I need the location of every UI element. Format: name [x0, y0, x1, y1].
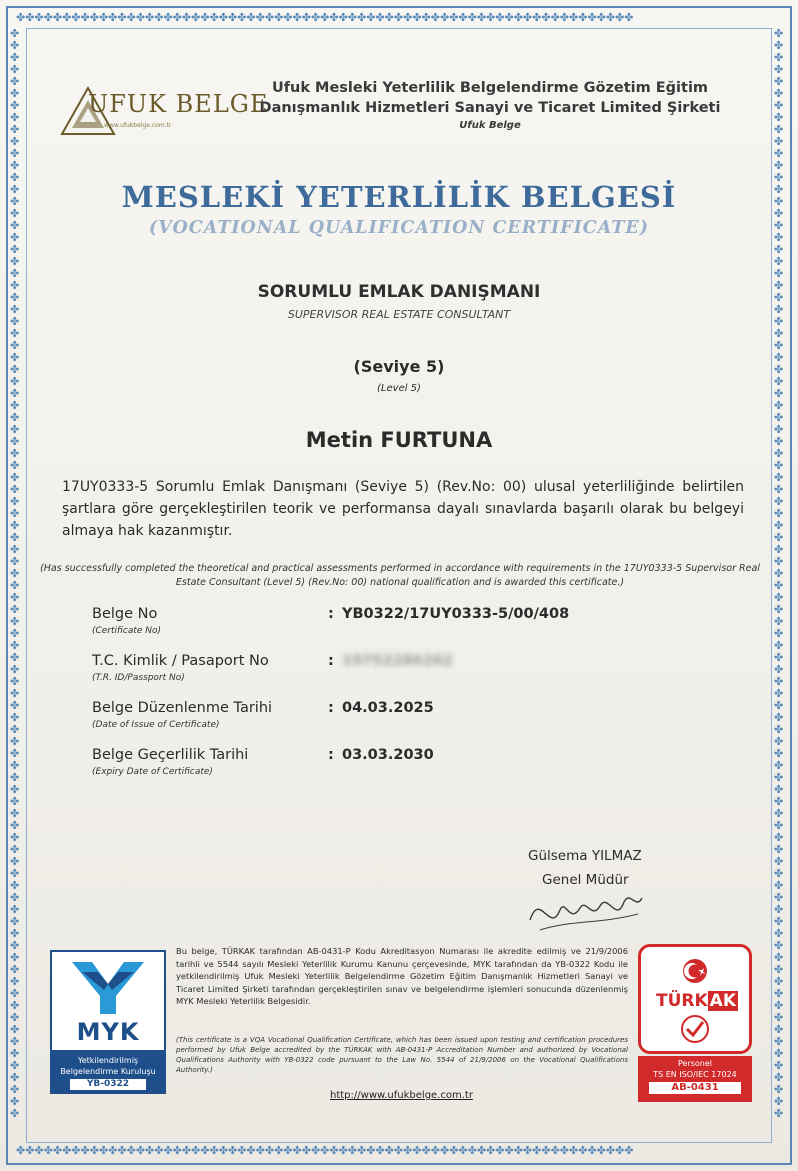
- turkak-code: AB-0431: [649, 1082, 741, 1094]
- field-label: Belge No: [92, 606, 158, 622]
- turkish-flag-icon: [641, 951, 749, 991]
- field-issue-date: [92, 700, 692, 747]
- logo-url: www.ufukbelge.com.tr: [104, 122, 172, 129]
- signature-icon: [520, 880, 650, 940]
- field-certificate-no: [92, 606, 692, 653]
- decorative-border-right: ✤✤✤✤✤✤✤✤✤✤✤✤✤✤✤✤✤✤✤✤✤✤✤✤✤✤✤✤✤✤✤✤✤✤✤✤✤✤✤✤✤✤✤✤✤✤✤✤✤✤✤✤✤✤✤✤✤✤✤✤✤✤✤✤✤✤✤✤✤✤✤✤✤✤✤✤✤✤✤✤✤✤✤✤✤✤✤✤✤✤✤: [774, 28, 784, 1120]
- myk-label: MYK: [76, 1018, 140, 1046]
- field-value-redacted: 19752286262: [342, 653, 453, 669]
- qualification-level: (Seviye 5): [353, 357, 445, 376]
- decorative-border-bottom: ✤✤✤✤✤✤✤✤✤✤✤✤✤✤✤✤✤✤✤✤✤✤✤✤✤✤✤✤✤✤✤✤✤✤✤✤✤✤✤✤✤✤✤✤✤✤✤✤✤✤✤✤✤✤✤✤✤✤✤✤✤✤✤✤✤✤✤: [16, 1145, 634, 1157]
- field-label-en: (Date of Issue of Certificate): [92, 720, 220, 730]
- field-label: T.C. Kimlik / Pasaport No: [92, 653, 269, 669]
- legal-text: Bu belge, TÜRKAK tarafından AB-0431-P Kodu Akreditasyon Numarası ile akredite edilmiş ve 21/9/2006 tarihli ve 5544 sayılı Mesleki Yeterlilik Kurumu Kanunu çerçevesinde, MYK tarafından da YB-0322 Kodu ile yetkilendirilmiş Ufuk Mesleki Yeterlilik Belgelendirme Gözetim Eğitim Danışmanlık Hizmetleri Sanayi ve Ticaret Limited Şirketi tarafından gerçekleştirilen sınav ve belgelendirme işlemleri sonucunda düzenlenmiş MYK Mesleki Yeterlilik Belgesidir.: [176, 946, 628, 1007]
- turkak-badge: [638, 944, 750, 1104]
- myk-code: YB-0322: [70, 1079, 146, 1090]
- signatory-title: Genel Müdür: [542, 872, 629, 888]
- logo-text: UFUK BELGE: [88, 90, 269, 118]
- statement-text: 17UY0333-5 Sorumlu Emlak Danışmanı (Seviye 5) (Rev.No: 00) ulusal yeterliliğinde belirtilen şartlara göre gerçekleştirilen teorik ve performansa dayalı sınavlarda başarılı olarak bu belgeyi almaya hak kazanmıştır.: [62, 479, 744, 539]
- legal-text-en: (This certificate is a VQA Vocational Qualification Certificate, which has been issued upon testing and certification procedures performed by Ufuk Belge accredited by the TÜRKAK with AB-0431-P Accreditation Number and authorized by Vocational Qualifications Authority with YB-0322 code pursuant to the Law No. 5544 of 21/9/2006 on the Vocational Qualifications Authority.): [176, 1036, 628, 1074]
- company-line-2: Danışmanlık Hizmetleri Sanayi ve Ticaret Limited Şirketi: [259, 100, 721, 116]
- turkak-caption-2: TS EN ISO/IEC 17024: [653, 1070, 737, 1079]
- field-value: 04.03.2025: [342, 700, 434, 716]
- field-label-en: (Expiry Date of Certificate): [92, 767, 213, 777]
- qualification-name-en: SUPERVISOR REAL ESTATE CONSULTANT: [287, 308, 511, 321]
- turkak-label-ak: AK: [709, 991, 736, 1011]
- website-link[interactable]: http://www.ufukbelge.com.tr: [330, 1090, 473, 1101]
- signatory-name: Gülsema YILMAZ: [528, 848, 642, 864]
- turkak-caption-bar: [638, 1056, 752, 1102]
- field-colon: :: [328, 747, 334, 763]
- myk-badge: [50, 950, 162, 1100]
- field-label-en: (Certificate No): [92, 626, 162, 636]
- field-value: 03.03.2030: [342, 747, 434, 763]
- myk-caption-bar: [50, 1052, 166, 1094]
- turkak-logo-box: [638, 944, 752, 1054]
- qualification-name: SORUMLU EMLAK DANIŞMANI: [257, 282, 541, 302]
- certificate-title: MESLEKİ YETERLİLİK BELGESİ: [121, 180, 677, 214]
- turkak-label-main: TÜRK: [655, 991, 708, 1011]
- certificate-fields: [92, 606, 692, 794]
- check-seal-icon: [641, 1013, 749, 1049]
- field-colon: :: [328, 700, 334, 716]
- field-label-en: (T.R. ID/Passport No): [92, 673, 185, 683]
- field-colon: :: [328, 606, 334, 622]
- turkak-label: [647, 991, 747, 1011]
- holder-name: Metin FURTUNA: [305, 428, 493, 452]
- qualification-level-en: (Level 5): [377, 383, 421, 394]
- field-label: Belge Düzenlenme Tarihi: [92, 700, 273, 716]
- field-colon: :: [328, 653, 334, 669]
- field-expiry-date: [92, 747, 692, 794]
- company-short-name: Ufuk Belge: [459, 120, 521, 131]
- certificate-title-en: (VOCATIONAL QUALIFICATION CERTIFICATE): [148, 218, 649, 238]
- decorative-border-left: ✤✤✤✤✤✤✤✤✤✤✤✤✤✤✤✤✤✤✤✤✤✤✤✤✤✤✤✤✤✤✤✤✤✤✤✤✤✤✤✤✤✤✤✤✤✤✤✤✤✤✤✤✤✤✤✤✤✤✤✤✤✤✤✤✤✤✤✤✤✤✤✤✤✤✤✤✤✤✤✤✤✤✤✤✤✤✤✤✤✤✤: [10, 28, 20, 1120]
- issuer-company: [230, 80, 750, 131]
- myk-y-icon: [52, 954, 164, 1020]
- turkak-caption-1: Personel: [677, 1059, 713, 1068]
- field-label: Belge Geçerlilik Tarihi: [92, 747, 249, 763]
- decorative-border-top: ✤✤✤✤✤✤✤✤✤✤✤✤✤✤✤✤✤✤✤✤✤✤✤✤✤✤✤✤✤✤✤✤✤✤✤✤✤✤✤✤✤✤✤✤✤✤✤✤✤✤✤✤✤✤✤✤✤✤✤✤✤✤✤✤✤✤✤: [16, 12, 634, 24]
- company-line-1: Ufuk Mesleki Yeterlilik Belgelendirme Gözetim Eğitim: [271, 80, 709, 96]
- field-id-number: [92, 653, 692, 700]
- statement-text-en: (Has successfully completed the theoretical and practical assessments performed in accordance with requirements in the 17UY0333-5 Supervisor Real Estate Consultant (Level 5) (Rev.No: 00) national qualification and is awarded this certificate.): [40, 563, 760, 588]
- myk-caption: Yetkilendirilmiş Belgelendirme Kuruluşu: [60, 1056, 156, 1076]
- field-value: YB0322/17UY0333-5/00/408: [342, 606, 570, 622]
- myk-logo-box: [50, 950, 166, 1052]
